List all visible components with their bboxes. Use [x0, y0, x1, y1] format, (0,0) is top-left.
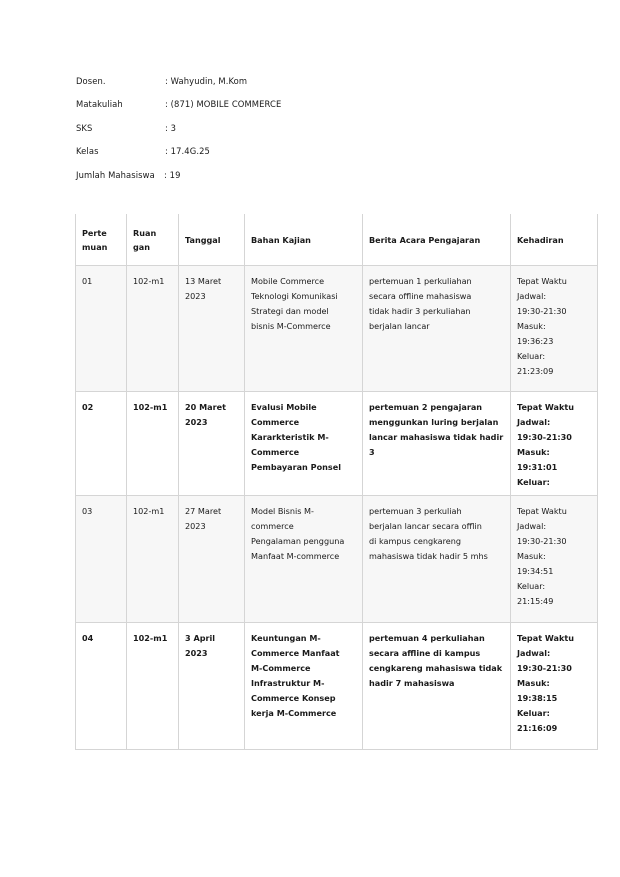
cell-kehadiran-line: 19:30-21:30 [517, 432, 572, 442]
cell-kehadiran-line: Tepat Waktu [517, 633, 574, 643]
sks-label: SKS [76, 122, 93, 133]
cell-bahan-line: Pengalaman pengguna [251, 536, 345, 546]
cell-bahan-line: kerja M-Commerce [251, 708, 337, 718]
cell-kehadiran-line: Tepat Waktu [517, 402, 574, 412]
cell-kehadiran-line: Keluar: [517, 708, 550, 718]
cell-kehadiran-line: 19:31:01 [517, 462, 558, 472]
sks-value: : 3 [165, 122, 177, 133]
dosen-row [76, 76, 496, 99]
cell-tanggal-line: 2023 [185, 521, 206, 531]
cell-berita-line: hadir 7 mahasiswa [369, 678, 455, 688]
cell-tanggal [179, 496, 245, 623]
cell-ruangan: 102-m1 [127, 623, 179, 750]
cell-kehadiran-line: 21:23:09 [517, 366, 554, 376]
attendance-table [75, 214, 598, 750]
cell-bahan-line: Commerce [251, 417, 300, 427]
cell-bahan-line: commerce [251, 521, 294, 531]
cell-tanggal-line: 2023 [185, 291, 206, 301]
dosen-value: : Wahyudin, M.Kom [165, 76, 248, 86]
cell-pertemuan: 03 [76, 496, 127, 623]
cell-berita-line: berjalan lancar [369, 321, 430, 331]
cell-berita-line: secara affline di kampus [369, 648, 481, 658]
matakuliah-value: : (871) MOBILE COMMERCE [165, 99, 282, 110]
cell-tanggal [179, 623, 245, 750]
cell-ruangan: 102-m1 [127, 496, 179, 623]
cell-berita-line: berjalan lancar secara offlin [369, 521, 482, 531]
sks-row [76, 123, 496, 146]
col-bahan-kajian: Bahan Kajian [245, 214, 363, 266]
cell-kehadiran-line: Jadwal: [517, 291, 547, 301]
cell-bahan-line: Evalusi Mobile [251, 402, 317, 412]
cell-tanggal [179, 266, 245, 392]
cell-kehadiran-line: Jadwal: [517, 417, 551, 427]
cell-kehadiran-line: Masuk: [517, 678, 550, 688]
cell-kehadiran-line: 19:34:51 [517, 566, 554, 576]
cell-kehadiran [511, 266, 598, 392]
cell-kehadiran-line: Tepat Waktu [517, 276, 567, 286]
cell-bahan-line: Model Bisnis M- [251, 506, 314, 516]
cell-kehadiran-line: 21:16:09 [517, 723, 558, 733]
cell-ruangan: 102-m1 [127, 266, 179, 392]
cell-berita-line: mahasiswa tidak hadir 5 mhs [369, 551, 488, 561]
cell-tanggal [179, 392, 245, 496]
cell-bahan-line: bisnis M-Commerce [251, 321, 331, 331]
col-tanggal: Tanggal [179, 214, 245, 266]
cell-bahan-line: M-Commerce [251, 663, 311, 673]
cell-bahan-line: Teknologi Komunikasi [251, 291, 338, 301]
cell-berita-line: pertemuan 4 perkuliahan [369, 633, 485, 643]
cell-kehadiran-line: Keluar: [517, 581, 546, 591]
cell-berita [363, 623, 511, 750]
col-berita-acara: Berita Acara Pengajaran [363, 214, 511, 266]
cell-berita-line: di kampus cengkareng [369, 536, 462, 546]
cell-kehadiran [511, 496, 598, 623]
cell-berita-line: tidak hadir 3 perkuliahan [369, 306, 471, 316]
col-kehadiran: Kehadiran [511, 214, 598, 266]
kelas-row [76, 146, 496, 169]
cell-tanggal-line: 2023 [185, 417, 208, 427]
cell-kehadiran-line: Tepat Waktu [517, 506, 567, 516]
table-row [76, 266, 598, 392]
cell-bahan-line: Strategi dan model [251, 306, 329, 316]
cell-berita [363, 392, 511, 496]
course-info [76, 76, 496, 193]
cell-berita-line: lancar mahasiswa tidak hadir [369, 432, 504, 442]
cell-bahan [245, 392, 363, 496]
matakuliah-label: Matakuliah [76, 99, 123, 110]
cell-tanggal-line: 20 Maret [185, 402, 226, 412]
cell-bahan-line: Manfaat M-commerce [251, 551, 340, 561]
cell-bahan-line: Keuntungan M- [251, 633, 321, 643]
table-header [76, 214, 598, 266]
cell-tanggal-line: 3 April [185, 633, 216, 643]
cell-kehadiran-line: Masuk: [517, 321, 546, 331]
matakuliah-row [76, 99, 496, 122]
cell-kehadiran-line: Jadwal: [517, 648, 551, 658]
col-pertemuan [76, 214, 127, 266]
cell-bahan-line: Kararkteristik M- [251, 432, 329, 442]
kelas-value: : 17.4G.25 [165, 146, 210, 157]
cell-ruangan: 102-m1 [127, 392, 179, 496]
cell-berita-line: menggunkan luring berjalan [369, 417, 499, 427]
cell-kehadiran-line: Keluar: [517, 477, 550, 487]
cell-bahan-line: Commerce Konsep [251, 693, 336, 703]
jumlah-label: Jumlah Mahasiswa [76, 169, 155, 180]
cell-bahan-line: Infrastruktur M- [251, 678, 325, 688]
dosen-label: Dosen. [76, 76, 106, 86]
cell-berita-line: secara offline mahasiswa [369, 291, 472, 301]
cell-kehadiran [511, 623, 598, 750]
jumlah-value: : 19 [164, 169, 181, 180]
cell-kehadiran-line: Masuk: [517, 447, 550, 457]
kelas-label: Kelas [76, 146, 99, 157]
col-pertemuan-line: muan [82, 241, 108, 252]
cell-pertemuan: 04 [76, 623, 127, 750]
table-row [76, 392, 598, 496]
cell-pertemuan: 01 [76, 266, 127, 392]
col-ruangan [127, 214, 179, 266]
cell-kehadiran-line: 19:36:23 [517, 336, 554, 346]
cell-kehadiran-line: 19:30-21:30 [517, 663, 572, 673]
cell-bahan-line: Commerce [251, 447, 300, 457]
cell-tanggal-line: 27 Maret [185, 506, 222, 516]
cell-berita-line: pertemuan 2 pengajaran [369, 402, 483, 412]
cell-bahan [245, 266, 363, 392]
cell-kehadiran-line: Keluar: [517, 351, 546, 361]
table-row [76, 623, 598, 750]
jumlah-row [76, 170, 496, 193]
cell-tanggal-line: 13 Maret [185, 276, 222, 286]
cell-kehadiran-line: 19:38:15 [517, 693, 558, 703]
cell-berita [363, 496, 511, 623]
cell-bahan-line: Mobile Commerce [251, 276, 325, 286]
col-ruangan-line: gan [133, 241, 151, 252]
col-ruangan-line: Ruan [133, 227, 157, 238]
cell-bahan-line: Pembayaran Ponsel [251, 462, 341, 472]
cell-berita-line: 3 [369, 447, 375, 457]
cell-tanggal-line: 2023 [185, 648, 208, 658]
cell-kehadiran-line: Jadwal: [517, 521, 547, 531]
cell-berita-line: pertemuan 1 perkuliahan [369, 276, 472, 286]
cell-berita-line: cengkareng mahasiswa tidak [369, 663, 503, 673]
cell-kehadiran [511, 392, 598, 496]
cell-bahan [245, 496, 363, 623]
table-row [76, 496, 598, 623]
col-pertemuan-line: Perte [82, 227, 107, 238]
cell-bahan-line: Commerce Manfaat [251, 648, 340, 658]
cell-kehadiran-line: Masuk: [517, 551, 546, 561]
cell-berita [363, 266, 511, 392]
cell-bahan [245, 623, 363, 750]
cell-kehadiran-line: 19:30-21:30 [517, 306, 567, 316]
cell-berita-line: pertemuan 3 perkuliah [369, 506, 462, 516]
cell-kehadiran-line: 21:15:49 [517, 596, 554, 606]
cell-kehadiran-line: 19:30-21:30 [517, 536, 567, 546]
cell-pertemuan: 02 [76, 392, 127, 496]
